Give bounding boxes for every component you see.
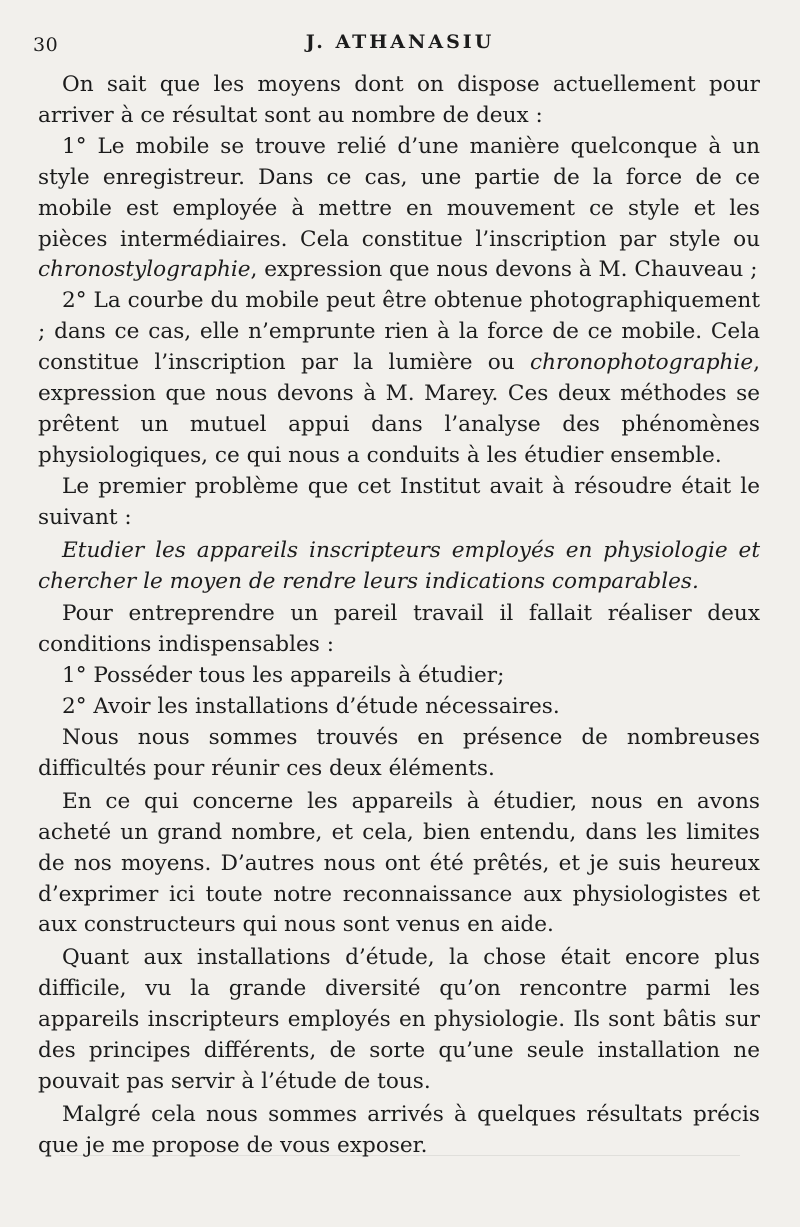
paragraph-text: Quant aux installations d’étude, la chose était encore plus difficile, vu la grande diversité qu’on rencontre parmi les appareils inscripteurs employés en physiologie. Ils sont bâtis sur des principes différents, de sorte qu’une seule installation ne pouvait pas servir à l’étude de tous. <box>38 945 760 1094</box>
paragraph-text-tail: , expression que nous devons à M. Chauveau ; <box>250 257 758 283</box>
paragraph-installations <box>38 943 760 1098</box>
page-number: 30 <box>33 34 59 56</box>
paragraph-intro <box>38 70 760 132</box>
paragraph-text: 1° Posséder tous les appareils à étudier; <box>62 663 505 689</box>
paragraph-conclusion <box>38 1100 760 1162</box>
term-chronostylographie: chronostylographie <box>38 257 251 283</box>
paragraph-text: 2° La courbe du mobile peut être obtenue photographiquement ; dans ce cas, elle n’emprunte rien à la force de ce mobile. Cela constitue l’inscription par la lumière ou <box>38 288 760 376</box>
paragraph-text: 2° Avoir les installations d’étude nécessaires. <box>62 694 560 720</box>
paragraph-apparatus <box>38 787 760 942</box>
term-chronophotographie: chronophotographie <box>530 350 754 376</box>
paragraph-text: 1° Le mobile se trouve relié d’une manière quelconque à un style enregistreur. Dans ce cas, une partie de la force de ce mobile est employée à mettre en mouvement ce style et les pièces intermédiaires. Cela constitue l’inscription par style ou <box>38 133 760 252</box>
paragraph-text: Pour entreprendre un pareil travail il fallait réaliser deux conditions indispensables : <box>38 601 760 658</box>
paragraph-method-1 <box>38 132 760 287</box>
paragraph-text: Etudier les appareils inscripteurs employés en physiologie et chercher le moyen de rendre leurs indications comparables. <box>38 537 760 594</box>
paragraph-text: En ce qui concerne les appareils à étudier, nous en avons acheté un grand nombre, et cela, bien entendu, dans les limites de nos moyens. D’autres nous ont été prêtés, et je suis heureux d’exprimer ici toute notre reconnaissance aux physiologistes et aux constructeurs qui nous sont venus en aide. <box>38 788 760 938</box>
paragraph-text: Nous nous sommes trouvés en présence de nombreuses difficultés pour réunir ces deux éléments. <box>38 725 760 781</box>
paragraph-text: Le premier problème que cet Institut avait à résoudre était le suivant : <box>38 473 760 530</box>
paragraph-method-2 <box>38 286 760 471</box>
paragraph-difficulties <box>38 723 760 785</box>
paragraph-text: Malgré cela nous sommes arrivés à quelques résultats précis que je me propose de vous exposer. <box>38 1101 760 1158</box>
paragraph-condition-1 <box>38 661 760 692</box>
body-text <box>38 70 760 1164</box>
paragraph-problem <box>38 472 760 534</box>
paragraph-condition-2 <box>38 692 760 723</box>
paragraph-text: On sait que les moyens dont on dispose actuellement pour arriver à ce résultat sont au nombre de deux : <box>38 72 760 128</box>
running-head: J. ATHANASIU <box>305 31 495 53</box>
paragraph-conditions <box>38 599 760 661</box>
paragraph-text-tail: , expression que nous devons à M. Marey. Ces deux méthodes se prêtent un mutuel appui dans l’analyse des phénomènes physiologiques, ce qui nous a conduits à les étudier ensemble. <box>38 350 760 468</box>
paragraph-problem-statement <box>38 536 760 598</box>
